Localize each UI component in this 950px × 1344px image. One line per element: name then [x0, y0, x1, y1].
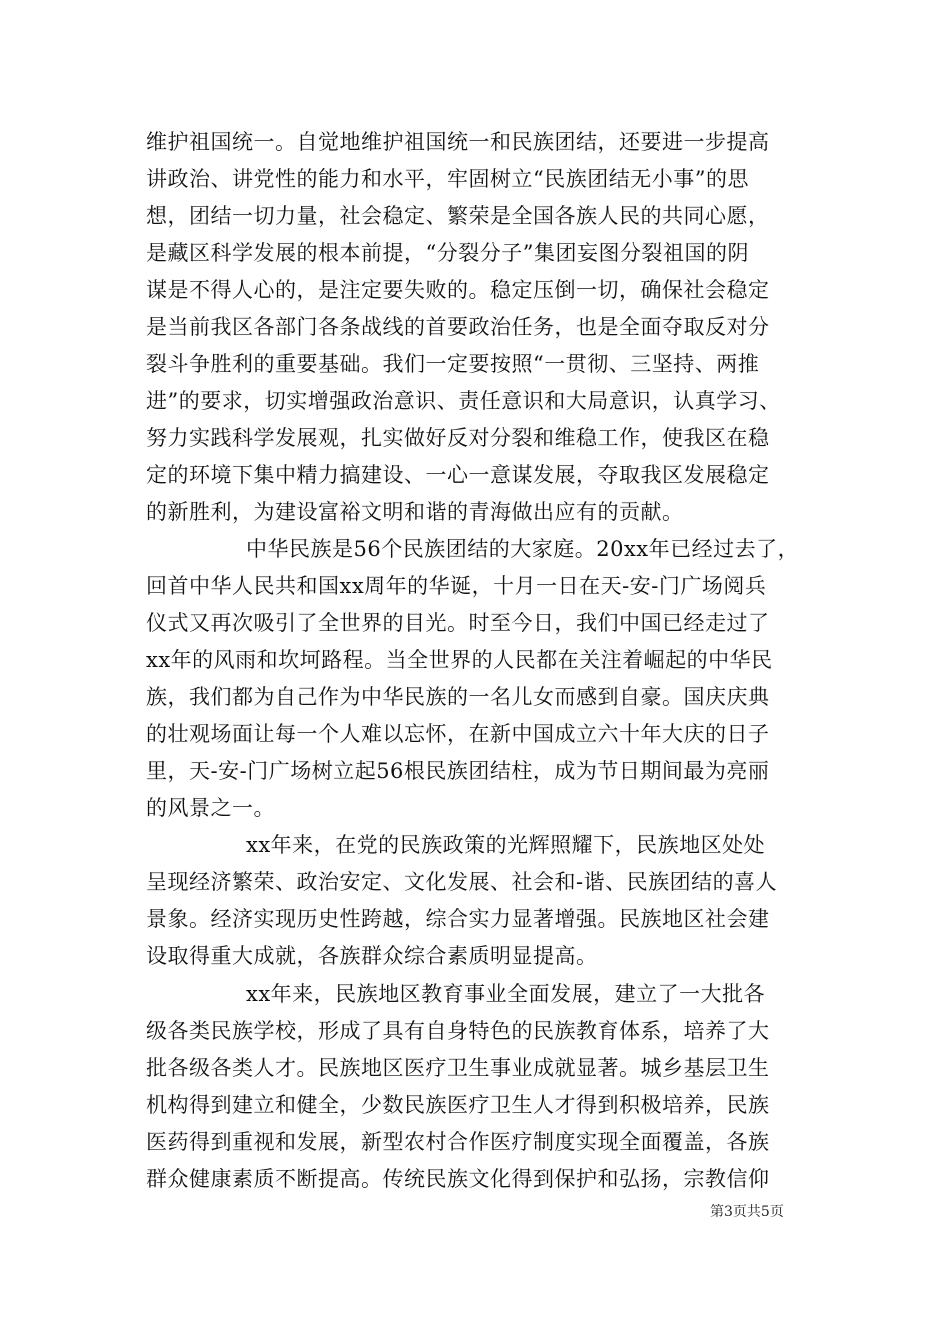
text-line: 批各级各类人才。民族地区医疗卫生事业成就显著。城乡基层卫生: [146, 1056, 770, 1080]
paragraph-first-line: xx年来，民族地区教育事业全面发展，建立了一大批各: [246, 982, 766, 1006]
text-line: 的风景之一。: [146, 796, 275, 820]
text-line: 裂斗争胜利的重要基础。我们一定要按照“一贯彻、三坚持、两推: [146, 352, 760, 376]
text-line: 谋是不得人心的，是注定要失败的。稳定压倒一切，确保社会稳定: [146, 278, 770, 302]
text-line: 医药得到重视和发展，新型农村合作医疗制度实现全面覆盖，各族: [146, 1130, 770, 1154]
text-line: 回首中华人民共和国xx周年的华诞，十月一日在天-安-门广场阅兵: [146, 574, 767, 598]
text-line: 维护祖国统一。自觉地维护祖国统一和民族团结，还要进一步提高: [146, 130, 770, 154]
text-line: 里，天-安-门广场树立起56根民族团结柱，成为节日期间最为亮丽: [146, 759, 770, 783]
text-line: 群众健康素质不断提高。传统民族文化得到保护和弘扬，宗教信仰: [146, 1167, 770, 1191]
text-line: 努力实践科学发展观，扎实做好反对分裂和维稳工作，使我区在稳: [146, 426, 770, 450]
text-line: 呈现经济繁荣、政治安定、文化发展、社会和-谐、民族团结的喜人: [146, 870, 778, 894]
text-line: 是藏区科学发展的根本前提，“分裂分子”集团妄图分裂祖国的阴: [146, 241, 749, 265]
text-line: 仪式又再次吸引了全世界的目光。时至今日，我们中国已经走过了: [146, 611, 770, 635]
text-line: 级各类民族学校，形成了具有自身特色的民族教育体系，培养了大: [146, 1019, 770, 1043]
paragraph-first-line: xx年来，在党的民族政策的光辉照耀下，民族地区处处: [246, 833, 766, 857]
text-line: 景象。经济实现历史性跨越，综合实力显著增强。民族地区社会建: [146, 907, 770, 931]
text-line: 是当前我区各部门各条战线的首要政治任务，也是全面夺取反对分: [146, 315, 770, 339]
text-line: 的新胜利，为建设富裕文明和谐的青海做出应有的贡献。: [146, 500, 684, 524]
text-line: 定的环境下集中精力搞建设、一心一意谋发展，夺取我区发展稳定: [146, 463, 770, 487]
text-line: 讲政治、讲党性的能力和水平，牢固树立“民族团结无小事”的思: [146, 167, 749, 191]
text-line: 机构得到建立和健全，少数民族医疗卫生人才得到积极培养，民族: [146, 1093, 770, 1117]
text-line: xx年的风雨和坎坷路程。当全世界的人民都在关注着崛起的中华民: [146, 648, 773, 672]
page-number-footer: 第3页共5页: [710, 1204, 784, 1220]
paragraph-first-line: 中华民族是56个民族团结的大家庭。20xx年已经过去了，: [246, 537, 800, 561]
text-line: 设取得重大成就，各族群众综合素质明显提高。: [146, 944, 598, 968]
text-line: 进”的要求，切实增强政治意识、责任意识和大局意识，认真学习、: [146, 389, 781, 413]
text-line: 族，我们都为自己作为中华民族的一名儿女而感到自豪。国庆庆典: [146, 685, 770, 709]
text-line: 想，团结一切力量，社会稳定、繁荣是全国各族人民的共同心愿，: [146, 204, 770, 228]
text-line: 的壮观场面让每一个人难以忘怀，在新中国成立六十年大庆的日子: [146, 722, 770, 746]
